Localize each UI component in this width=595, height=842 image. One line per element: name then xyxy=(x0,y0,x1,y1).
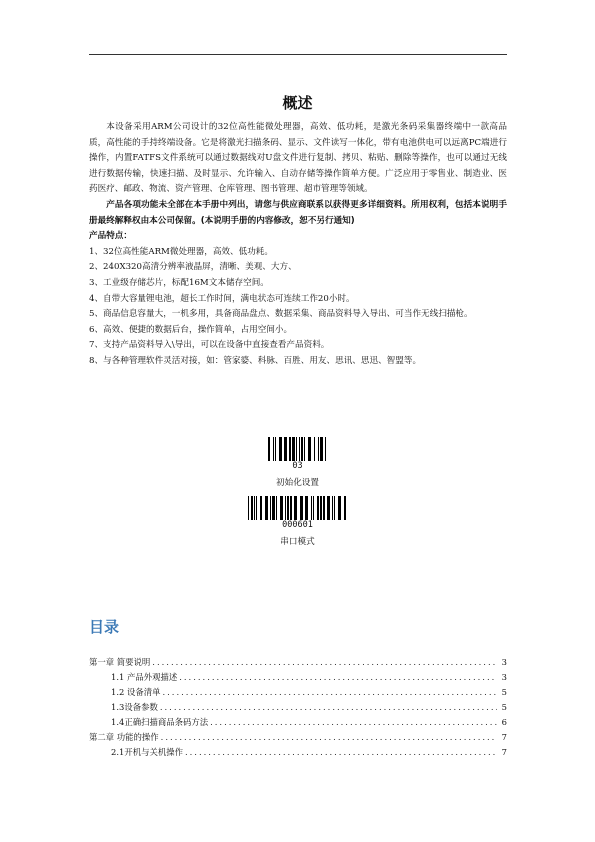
barcode-bar xyxy=(272,496,275,520)
feature-item: 1、32位高性能ARM微处理器，高效、低功耗。 xyxy=(89,246,273,257)
barcode-bar xyxy=(296,437,297,461)
feature-item: 6、高效、便捷的数据后台，操作简单，占用空间小。 xyxy=(89,324,293,335)
toc-title: 目录 xyxy=(89,618,120,636)
overview-title: 概述 xyxy=(282,94,313,112)
toc-entry-label: 1.1 产品外观描述 xyxy=(111,672,178,682)
barcode-image-initialize xyxy=(268,437,328,461)
toc-entry-page: 3 xyxy=(501,657,507,667)
barcode-bar xyxy=(254,496,255,520)
barcode-bar xyxy=(320,437,323,461)
barcode-bar xyxy=(265,496,268,520)
barcode-bar xyxy=(304,437,305,461)
feature-item: 7、支持产品资料导入\导出，可以在设备中直接查看产品资料。 xyxy=(89,340,330,351)
toc-entry-label: 1.4正确扫描商品条码方法 xyxy=(111,717,209,727)
toc-entry-label: 第二章 功能的操作 xyxy=(89,732,159,742)
barcode-bar xyxy=(294,496,297,520)
toc-leader xyxy=(210,717,497,727)
toc-leader xyxy=(161,732,497,742)
barcode-bar xyxy=(289,437,291,461)
toc-entry-page: 5 xyxy=(501,702,507,712)
barcode-bar xyxy=(332,496,333,520)
toc-entry-page: 6 xyxy=(501,717,507,727)
toc-leader xyxy=(160,702,497,712)
toc-leader xyxy=(162,687,497,697)
barcode-bar xyxy=(308,437,311,461)
barcode-bar xyxy=(285,496,286,520)
barcode-bar xyxy=(260,496,262,520)
toc-entry[interactable] xyxy=(89,686,507,701)
barcode-serial-mode xyxy=(0,496,595,548)
feature-item: 4、自带大容量锂电池，超长工作时间，满电状态可连续工作20小时。 xyxy=(89,293,355,304)
barcode-bar xyxy=(320,496,322,520)
toc-entry-label: 第一章 简要说明 xyxy=(89,657,151,667)
barcode-bar xyxy=(327,496,330,520)
barcode-bar xyxy=(292,437,295,461)
barcode-bar xyxy=(275,437,276,461)
toc-leader xyxy=(152,657,497,667)
toc-entry-label: 1.2 设备清单 xyxy=(111,687,161,697)
barcode-bar xyxy=(323,496,325,520)
table-of-contents xyxy=(89,656,507,761)
barcode-bar xyxy=(248,496,249,520)
barcode-bar xyxy=(317,496,319,520)
toc-entry-page: 7 xyxy=(501,747,507,757)
barcode-bar xyxy=(344,496,346,520)
barcode-initialize xyxy=(0,437,595,489)
feature-item: 8、与各种管理软件灵活对接，如：管家婆、科脉、百胜、用友、思讯、思迅、智盟等。 xyxy=(89,355,422,366)
toc-entry-page: 3 xyxy=(501,672,507,682)
toc-entry[interactable] xyxy=(89,671,507,686)
barcode-bar xyxy=(276,496,277,520)
barcode-bar xyxy=(251,496,253,520)
toc-entry[interactable] xyxy=(89,746,507,761)
barcode-bar xyxy=(287,496,289,520)
toc-entry-label: 2.1开机与关机操作 xyxy=(111,747,183,757)
toc-entry[interactable] xyxy=(89,731,507,746)
barcode-image-serial-mode xyxy=(248,496,348,520)
toc-entry-page: 5 xyxy=(501,687,507,697)
barcode-caption: 串口模式 xyxy=(280,537,315,547)
barcode-bar xyxy=(273,437,274,461)
barcode-bar xyxy=(318,437,319,461)
barcode-number: 03 xyxy=(292,461,303,471)
features-heading: 产品特点： xyxy=(89,231,132,242)
overview-content xyxy=(89,120,507,370)
barcode-bar xyxy=(301,437,303,461)
feature-item: 5、商品信息容量大，一机多用，具备商品盘点、数据采集、商品资料导入导出、可当作无线扫描枪。 xyxy=(89,309,473,320)
feature-item: 3、工业级存储芯片，标配16M文本储存空间。 xyxy=(89,277,269,288)
barcode-bar xyxy=(334,496,335,520)
barcode-bar xyxy=(311,496,312,520)
toc-leader xyxy=(185,747,497,757)
barcode-bar xyxy=(270,496,271,520)
barcode-bar xyxy=(300,496,303,520)
header-rule xyxy=(89,54,507,55)
barcode-bar xyxy=(290,496,292,520)
toc-leader xyxy=(179,672,497,682)
toc-entry[interactable] xyxy=(89,716,507,731)
barcode-caption: 初始化设置 xyxy=(276,478,319,488)
toc-entry-page: 7 xyxy=(501,732,507,742)
barcode-bar xyxy=(305,496,308,520)
barcode-bar xyxy=(325,437,326,461)
barcode-bar xyxy=(284,437,287,461)
barcode-bar xyxy=(299,437,300,461)
barcode-number: 000601 xyxy=(282,520,313,530)
notice-paragraph: 产品各项功能未全部在本手册中列出，请您与供应商联系以获得更多详细资料。所用权利，包括本说明手册最终解释权由本公司保留。(本说明手册的内容修改，恕不另行通知) xyxy=(89,199,507,226)
intro-paragraph: 本设备采用ARM公司设计的32位高性能微处理器，高效、低功耗，是激光条码采集器终端中一款高品质，高性能的手持终端设备。它是将激光扫描条码、显示、文件读写一体化，带有电池供电可以远离PC端进行操作，内置FATFS文件系统可以通过数据线对U盘文件进行复制、拷贝、粘贴、删除等操作，也可以通过无线进行数据传输，快速扫描、及时显示、允许输入、自动存储等操作简单方便。广泛应用于零售业、制造业、医药医疗、邮政、物流、资产管理、仓库管理、图书管理、超市管理等领域。 xyxy=(89,122,507,195)
barcode-bar xyxy=(314,437,315,461)
barcode-bar xyxy=(256,496,257,520)
toc-entry[interactable] xyxy=(89,656,507,671)
barcode-bar xyxy=(280,496,283,520)
toc-entry-label: 1.3设备参数 xyxy=(111,702,158,712)
toc-entry[interactable] xyxy=(89,701,507,716)
barcode-bar xyxy=(279,437,282,461)
barcode-bar xyxy=(338,496,341,520)
feature-item: 2、240X320高清分辨率液晶屏，清晰、美观、大方、 xyxy=(89,262,297,273)
barcode-bar xyxy=(313,496,314,520)
barcode-bar xyxy=(268,437,270,461)
